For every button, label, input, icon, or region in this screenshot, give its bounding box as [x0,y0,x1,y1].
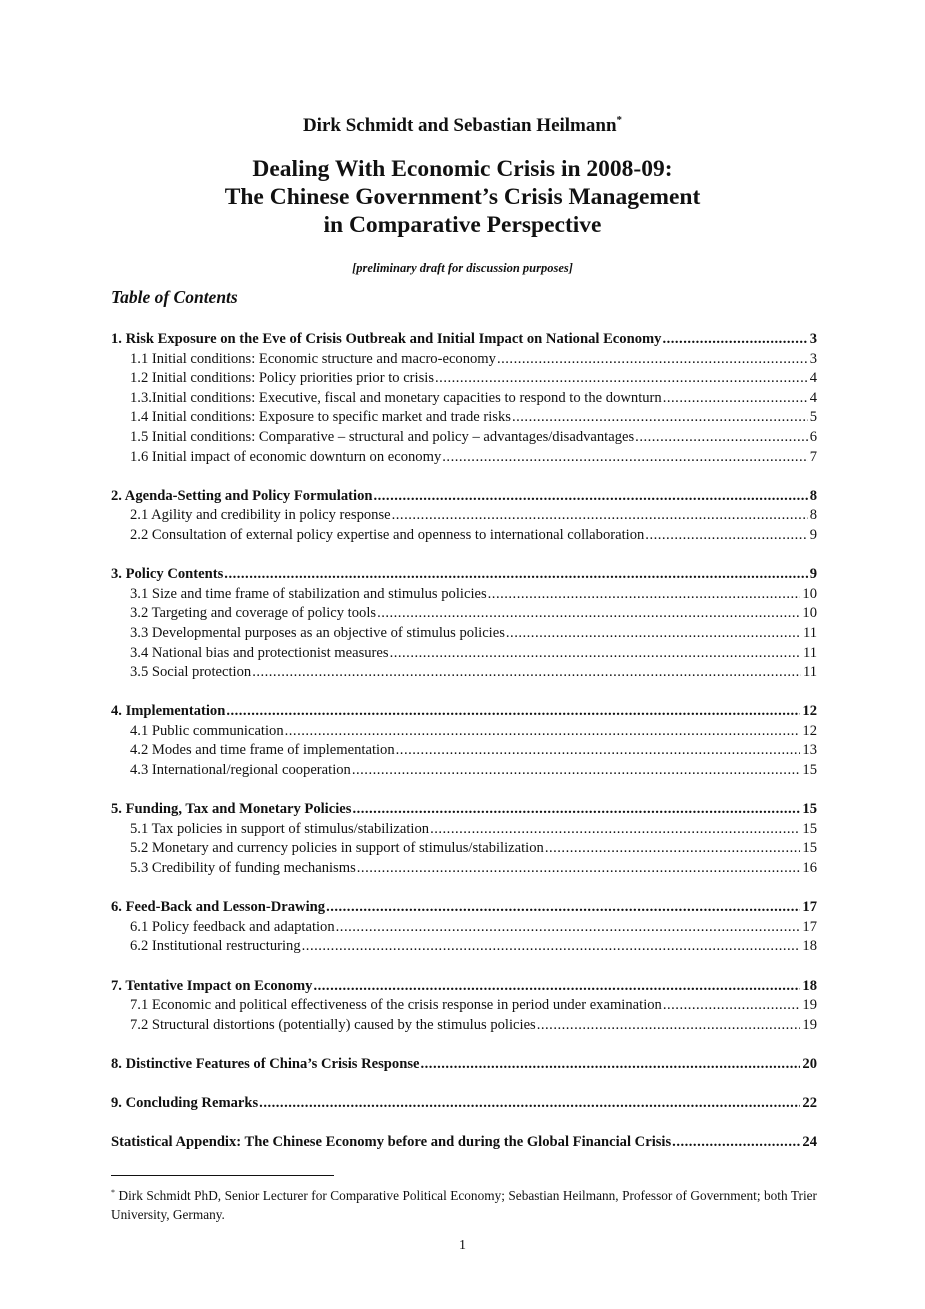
toc-page-number: 5 [809,409,817,426]
toc-page-number: 12 [802,722,817,739]
toc-entry-label: 1.1 Initial conditions: Economic structure and macro-economy [130,350,496,367]
toc-page-number: 13 [802,742,817,759]
toc-entry-label: 7. Tentative Impact on Economy [111,977,313,994]
toc-page-number: 18 [802,938,817,955]
toc-dot-leader [357,859,801,879]
toc-page-number: 15 [802,820,817,837]
toc-entry-label: 5. Funding, Tax and Monetary Policies [111,801,352,818]
toc-dot-leader [377,604,800,624]
toc-page-number: 12 [802,703,817,720]
toc-dot-leader [259,1094,800,1114]
toc-page-number: 11 [802,644,817,661]
toc-entry-label: 1.6 Initial impact of economic downturn on economy [130,448,442,465]
toc-dot-leader [512,408,808,428]
title-line-2: The Chinese Government’s Crisis Management [224,184,701,210]
toc-subsection-entry[interactable] [111,369,817,389]
author-line [0,114,925,138]
toc-dot-leader [488,585,801,605]
toc-subsection-entry[interactable] [111,506,817,526]
toc-section-group [111,898,817,957]
toc-entry-label: 8. Distinctive Features of China’s Crisis Response [111,1055,420,1072]
toc-subsection-entry[interactable] [111,408,817,428]
toc-section-entry[interactable] [111,565,817,585]
toc-dot-leader [392,506,808,526]
toc-entry-label: 3.4 National bias and protectionist measures [130,644,389,661]
toc-entry-label: 6.2 Institutional restructuring [130,938,301,955]
toc-entry-label: 2.1 Agility and credibility in policy response [130,507,391,524]
toc-section-group [111,1094,817,1114]
toc-page-number: 6 [809,428,817,445]
toc-heading: Table of Contents [111,287,238,307]
toc-dot-leader [373,487,807,507]
toc-entry-label: 4. Implementation [111,703,226,720]
toc-entry-label: Statistical Appendix: The Chinese Economy before and during the Global Financial Crisis [111,1134,672,1151]
toc-page-number: 3 [809,350,817,367]
toc-dot-leader [442,448,807,468]
toc-dot-leader [663,996,801,1016]
toc-dot-leader [497,350,808,370]
toc-entry-label: 4.3 International/regional cooperation [130,762,351,779]
toc-dot-leader [662,330,807,350]
toc-entry-label: 5.2 Monetary and currency policies in support of stimulus/stabilization [130,840,544,857]
toc-dot-leader [663,389,808,409]
toc-entry-label: 3. Policy Contents [111,566,224,583]
toc-section-entry[interactable] [111,1133,817,1153]
toc-entry-label: 5.3 Credibility of funding mechanisms [130,860,356,877]
toc-page-number: 8 [809,487,817,504]
toc-subsection-entry[interactable] [111,428,817,448]
toc-page-number: 11 [802,664,817,681]
toc-subsection-entry[interactable] [111,761,817,781]
toc-section-group [111,977,817,1036]
toc-page-number: 4 [809,370,817,387]
toc-page-number: 4 [809,389,817,406]
toc-page-number: 7 [809,448,817,465]
toc-subsection-entry[interactable] [111,937,817,957]
toc-entry-label: 3.2 Targeting and coverage of policy tools [130,605,377,622]
toc-section-group [111,1133,817,1153]
toc-dot-leader [352,800,800,820]
toc-entry-label: 7.1 Economic and political effectiveness of the crisis response in period under examination [130,997,662,1014]
author-footnote-marker[interactable]: * [616,114,623,126]
toc-dot-leader [635,428,808,448]
toc-subsection-entry[interactable] [111,448,817,468]
toc-dot-leader [313,977,800,997]
document-title [0,155,925,239]
toc-dot-leader [302,937,801,957]
toc-subsection-entry[interactable] [111,389,817,409]
title-line-3: in Comparative Perspective [323,212,602,238]
toc-entry-label: 3.5 Social protection [130,664,252,681]
toc-dot-leader [421,1055,801,1075]
toc-subsection-entry[interactable] [111,1016,817,1036]
toc-page-number: 10 [802,585,817,602]
toc-subsection-entry[interactable] [111,859,817,879]
toc-entry-label: 6. Feed-Back and Lesson-Drawing [111,899,326,916]
toc-dot-leader [224,565,807,585]
toc-section-entry[interactable] [111,800,817,820]
toc-dot-leader [645,526,807,546]
toc-subsection-entry[interactable] [111,722,817,742]
toc-entry-label: 1.4 Initial conditions: Exposure to specific market and trade risks [130,409,511,426]
toc-page-number: 11 [802,624,817,641]
toc-dot-leader [672,1133,800,1153]
toc-entry-label: 1.5 Initial conditions: Comparative – structural and policy – advantages/disadvantages [130,428,635,445]
toc-dot-leader [390,644,801,664]
toc-page-number: 20 [802,1055,817,1072]
toc-subsection-entry[interactable] [111,526,817,546]
toc-subsection-entry[interactable] [111,741,817,761]
toc-dot-leader [396,741,801,761]
toc-entry-label: 2.2 Consultation of external policy expertise and openness to international collaboration [130,526,645,543]
toc-subsection-entry[interactable] [111,663,817,683]
toc-subsection-entry[interactable] [111,918,817,938]
table-of-contents [111,330,817,1173]
toc-section-group [111,800,817,878]
toc-entry-label: 1.2 Initial conditions: Policy priorities prior to crisis [130,370,435,387]
authors-text: Dirk Schmidt and Sebastian Heilmann [302,115,617,136]
toc-dot-leader [326,898,800,918]
page-number: 1 [459,1238,466,1253]
toc-page-number: 22 [802,1095,817,1112]
toc-section-group [111,1055,817,1075]
toc-entry-label: 3.3 Developmental purposes as an objective of stimulus policies [130,624,505,641]
toc-page-number: 9 [809,566,817,583]
toc-page-number: 19 [802,1016,817,1033]
toc-entry-label: 7.2 Structural distortions (potentially) caused by the stimulus policies [130,1016,536,1033]
toc-subsection-entry[interactable] [111,644,817,664]
toc-page-number: 15 [802,840,817,857]
footnote-text: Dirk Schmidt PhD, Senior Lecturer for Comparative Political Economy; Sebastian Heilmann, Professor of Government; both Trier University, Germany. [111,1188,817,1222]
toc-subsection-entry[interactable] [111,604,817,624]
toc-entry-label: 3.1 Size and time frame of stabilization and stimulus policies [130,585,487,602]
toc-section-group [111,565,817,683]
draft-note: [preliminary draft for discussion purposes] [352,261,573,275]
toc-section-entry[interactable] [111,898,817,918]
footnote [111,1186,817,1224]
toc-page-number: 24 [802,1134,817,1151]
toc-page-number: 17 [802,918,817,935]
toc-dot-leader [285,722,801,742]
footnote-divider [111,1175,334,1176]
toc-entry-label: 4.1 Public communication [130,722,284,739]
toc-subsection-entry[interactable] [111,585,817,605]
toc-subsection-entry[interactable] [111,624,817,644]
toc-section-entry[interactable] [111,702,817,722]
toc-entry-label: 6.1 Policy feedback and adaptation [130,918,335,935]
toc-dot-leader [545,839,801,859]
toc-entry-label: 4.2 Modes and time frame of implementation [130,742,395,759]
toc-entry-label: 2. Agenda-Setting and Policy Formulation [111,487,373,504]
toc-section-entry[interactable] [111,487,817,507]
toc-page-number: 10 [802,605,817,622]
toc-subsection-entry[interactable] [111,820,817,840]
toc-entry-label: 1. Risk Exposure on the Eve of Crisis Outbreak and Initial Impact on National Economy [111,331,662,347]
toc-page-number: 17 [802,899,817,916]
toc-section-entry[interactable] [111,1055,817,1075]
toc-dot-leader [430,820,800,840]
toc-page-number: 18 [802,977,817,994]
toc-page-number: 3 [809,331,817,347]
toc-page-number: 8 [809,507,817,524]
toc-dot-leader [537,1016,801,1036]
toc-section-entry[interactable] [111,1094,817,1114]
toc-section-group [111,330,817,467]
toc-page-number: 15 [802,801,817,818]
toc-section-entry[interactable] [111,330,817,350]
toc-section-group [111,702,817,780]
toc-dot-leader [352,761,801,781]
toc-page-number: 15 [802,762,817,779]
toc-page-number: 9 [809,526,817,543]
title-line-1: Dealing With Economic Crisis in 2008-09: [252,156,673,182]
toc-dot-leader [435,369,808,389]
toc-subsection-entry[interactable] [111,839,817,859]
toc-entry-label: 1.3.Initial conditions: Executive, fiscal and monetary capacities to respond to the downturn [130,389,662,406]
toc-subsection-entry[interactable] [111,996,817,1016]
toc-entry-label: 5.1 Tax policies in support of stimulus/stabilization [130,820,430,837]
toc-entry-label: 9. Concluding Remarks [111,1095,259,1112]
toc-subsection-entry[interactable] [111,350,817,370]
toc-dot-leader [336,918,801,938]
toc-page-number: 16 [802,860,817,877]
toc-page-number: 19 [802,997,817,1014]
toc-dot-leader [252,663,801,683]
toc-section-entry[interactable] [111,977,817,997]
footnote-marker: * [111,1188,115,1197]
toc-section-group [111,487,817,546]
toc-dot-leader [226,702,800,722]
toc-dot-leader [506,624,801,644]
